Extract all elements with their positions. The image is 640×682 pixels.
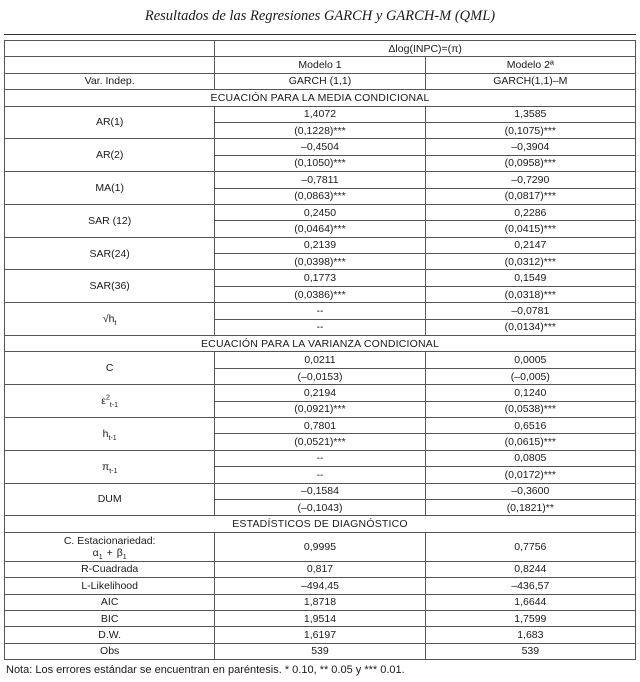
model2-value: 539 xyxy=(425,643,635,659)
dependent-variable-header xyxy=(5,41,215,57)
model1-coefficient: 0,2194 xyxy=(215,385,425,401)
coefficient-row xyxy=(5,172,636,188)
variable-subscript: t xyxy=(114,320,117,328)
model2-standard-error: (0,1821)** xyxy=(425,499,635,515)
section-header-row xyxy=(5,90,636,106)
model2-standard-error: (0,0538)*** xyxy=(425,401,635,417)
variable-subscript: t-1 xyxy=(108,434,117,442)
statistic-name: Obs xyxy=(5,643,215,659)
model1-value: 1,8718 xyxy=(215,594,425,610)
variable-name: SAR(36) xyxy=(5,270,215,303)
model1-value: 1,9514 xyxy=(215,610,425,626)
model1-value: 0,817 xyxy=(215,561,425,577)
regression-table xyxy=(4,40,636,660)
stationarity-text: C. Estacionariedad: xyxy=(63,534,156,547)
variable-symbol: ε xyxy=(101,395,106,408)
coefficient-row xyxy=(5,385,636,401)
section-title: ECUACIÓN PARA LA VARIANZA CONDICIONAL xyxy=(5,336,636,352)
alpha-symbol: α xyxy=(92,546,99,559)
variable-name: SAR (12) xyxy=(5,204,215,237)
variable-name: AR(2) xyxy=(5,139,215,172)
variable-name: AR(1) xyxy=(5,106,215,139)
header-row-models xyxy=(5,57,636,73)
coefficient-row xyxy=(5,450,636,466)
model1-coefficient: 0,1773 xyxy=(215,270,425,286)
model2-coefficient: 0,1240 xyxy=(425,385,635,401)
coefficient-row xyxy=(5,237,636,253)
section-header-row xyxy=(5,336,636,352)
coefficient-row xyxy=(5,483,636,499)
model2-standard-error: (0,0415)*** xyxy=(425,221,635,237)
model1-coefficient: –0,1584 xyxy=(215,483,425,499)
model1-standard-error: (0,0386)*** xyxy=(215,286,425,302)
model2-standard-error: (0,0615)*** xyxy=(425,434,635,450)
model2-value: –436,57 xyxy=(425,578,635,594)
coefficient-row xyxy=(5,352,636,368)
model2-coefficient: 0,1549 xyxy=(425,270,635,286)
var-indep-label: Var. Indep. xyxy=(5,73,215,89)
model1-coefficient: 0,2450 xyxy=(215,204,425,220)
variable-superscript: 2 xyxy=(105,394,110,402)
model2-coefficient: –0,3904 xyxy=(425,139,635,155)
model2-standard-error: (0,0318)*** xyxy=(425,286,635,302)
diagnostic-row xyxy=(5,561,636,577)
section-title: ECUACIÓN PARA LA MEDIA CONDICIONAL xyxy=(5,90,636,106)
header-row-dependent xyxy=(5,41,636,57)
table-title: Resultados de las Regresiones GARCH y GARCH-M (QML) xyxy=(144,8,496,24)
model1-coefficient: 1,4072 xyxy=(215,106,425,122)
model2-standard-error: (0,0958)*** xyxy=(425,155,635,171)
section-header-row xyxy=(5,516,636,532)
model2-coefficient: 0,2286 xyxy=(425,204,635,220)
diagnostic-row xyxy=(5,594,636,610)
model2-coefficient: –0,7290 xyxy=(425,172,635,188)
model1-coefficient: 0,0211 xyxy=(215,352,425,368)
alpha-subscript: 1 xyxy=(98,553,103,561)
statistic-name: R-Cuadrada xyxy=(5,561,215,577)
model2-standard-error: (–0,005) xyxy=(425,368,635,384)
model2-coefficient: 0,0005 xyxy=(425,352,635,368)
model2-coefficient: 0,2147 xyxy=(425,237,635,253)
diagnostic-row xyxy=(5,627,636,643)
stationarity-row xyxy=(5,532,636,561)
diagnostic-row xyxy=(5,643,636,659)
model1-value: 539 xyxy=(215,643,425,659)
model2-coefficient: 0,6516 xyxy=(425,417,635,433)
model2-coefficient: 1,3585 xyxy=(425,106,635,122)
model1-standard-error: (0,1228)*** xyxy=(215,122,425,138)
coefficient-row xyxy=(5,106,636,122)
model1-standard-error: (0,1050)*** xyxy=(215,155,425,171)
statistic-name: L-Likelihood xyxy=(5,578,215,594)
coefficient-row xyxy=(5,303,636,319)
model2-spec: GARCH(1,1)–M xyxy=(425,73,635,89)
diagnostic-row xyxy=(5,578,636,594)
stationarity-label xyxy=(5,532,215,561)
beta-symbol: β xyxy=(116,546,123,559)
model2-coefficient: –0,3600 xyxy=(425,483,635,499)
model2-standard-error: (0,0134)*** xyxy=(425,319,635,335)
model1-standard-error: (–0,1043) xyxy=(215,499,425,515)
model1-coefficient: –0,7811 xyxy=(215,172,425,188)
header-row-specs xyxy=(5,73,636,89)
variable-symbol: √h xyxy=(102,313,115,326)
model1-standard-error: -- xyxy=(215,319,425,335)
model2-value: 1,6644 xyxy=(425,594,635,610)
variable-name: DUM xyxy=(5,483,215,516)
variable-name: SAR(24) xyxy=(5,237,215,270)
model2-standard-error: (0,1075)*** xyxy=(425,122,635,138)
empty-header-cell xyxy=(5,57,215,73)
model1-standard-error: (0,0398)*** xyxy=(215,254,425,270)
model1-spec: GARCH (1,1) xyxy=(215,73,425,89)
model2-standard-error: (0,0172)*** xyxy=(425,467,635,483)
model2-coefficient: –0,0781 xyxy=(425,303,635,319)
dependent-variable-label: Δlog(INPC)=(π) xyxy=(215,41,636,57)
diagnostic-row xyxy=(5,610,636,626)
model2-value: 0,7756 xyxy=(425,532,635,561)
variable-symbol: π xyxy=(101,460,110,473)
model1-standard-error: (0,0464)*** xyxy=(215,221,425,237)
model1-coefficient: –0,4504 xyxy=(215,139,425,155)
variable-name xyxy=(5,417,215,450)
coefficient-row xyxy=(5,139,636,155)
model2-label: Modelo 2ª xyxy=(425,57,635,73)
coefficient-row xyxy=(5,417,636,433)
model1-coefficient: -- xyxy=(215,450,425,466)
model1-value: –494,45 xyxy=(215,578,425,594)
model1-label: Modelo 1 xyxy=(215,57,425,73)
variable-name xyxy=(5,385,215,418)
model1-standard-error: -- xyxy=(215,467,425,483)
variable-name xyxy=(5,303,215,336)
plus-symbol: + xyxy=(106,546,113,559)
model2-standard-error: (0,0312)*** xyxy=(425,254,635,270)
model2-value: 1,7599 xyxy=(425,610,635,626)
model2-standard-error: (0,0817)*** xyxy=(425,188,635,204)
beta-subscript: 1 xyxy=(122,553,127,561)
model2-value: 0,8244 xyxy=(425,561,635,577)
footnote: Nota: Los errores estándar se encuentran en paréntesis. * 0.10, ** 0.05 y *** 0.01. xyxy=(6,664,405,676)
model1-value: 0,9995 xyxy=(215,532,425,561)
variable-name: MA(1) xyxy=(5,172,215,205)
statistic-name: AIC xyxy=(5,594,215,610)
model1-standard-error: (0,0863)*** xyxy=(215,188,425,204)
statistic-name: BIC xyxy=(5,610,215,626)
model1-standard-error: (0,0921)*** xyxy=(215,401,425,417)
model1-value: 1,6197 xyxy=(215,627,425,643)
statistic-name: D.W. xyxy=(5,627,215,643)
title-rule xyxy=(4,34,636,35)
variable-symbol: h xyxy=(102,427,109,440)
model2-value: 1,683 xyxy=(425,627,635,643)
model1-coefficient: 0,7801 xyxy=(215,417,425,433)
model1-standard-error: (–0,0153) xyxy=(215,368,425,384)
model1-coefficient: -- xyxy=(215,303,425,319)
model1-standard-error: (0,0521)*** xyxy=(215,434,425,450)
coefficient-row xyxy=(5,270,636,286)
coefficient-row xyxy=(5,204,636,220)
variable-name xyxy=(5,450,215,483)
variable-subscript: t-1 xyxy=(109,402,119,410)
model2-coefficient: 0,0805 xyxy=(425,450,635,466)
section-title: ESTADÍSTICOS DE DIAGNÓSTICO xyxy=(5,516,636,532)
variable-subscript: t-1 xyxy=(109,467,118,475)
regression-table-body xyxy=(5,41,636,660)
model1-coefficient: 0,2139 xyxy=(215,237,425,253)
variable-name: C xyxy=(5,352,215,385)
